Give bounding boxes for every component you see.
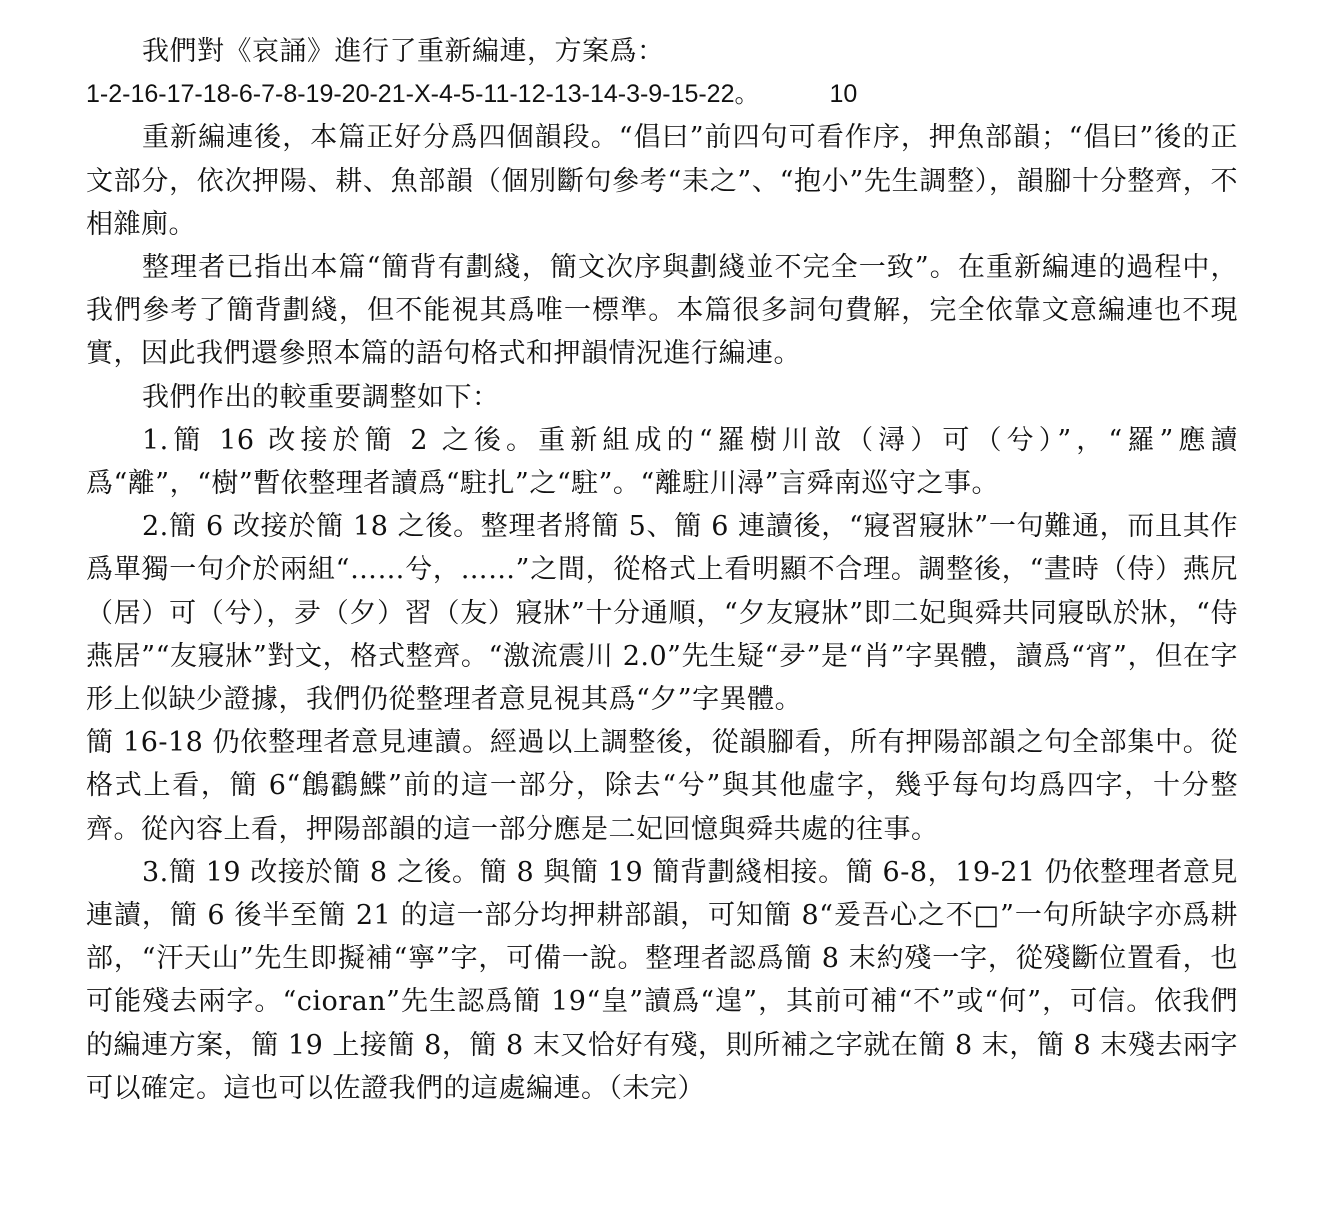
intro-paragraph: 我們對《哀誦》進行了重新編連，方案爲：	[142, 36, 665, 67]
adjustment-2-paragraph: 2.簡 6 改接於簡 18 之後。整理者將簡 5、簡 6 連讀後，“寢習寢牀”一句難通，而且其作爲單獨一句介於兩組“……兮，……”之間，從格式上看明顯不合理。調整後，“晝時（侍）燕凥（居）可（兮），夛（夕）習（友）寢牀”十分通順，“夕友寢牀”即二妃與舜共同寢臥於牀，“侍燕居”“友寢牀”對文，格式整齊。“激流震川 2.0”先生疑“夛”是“肖”字異體，讀爲“宵”，但在字形上似缺少證據，我們仍從整理者意見視其爲“夕”字異體。	[86, 511, 1238, 716]
document-page	[86, 30, 1238, 1110]
page-number: 10	[829, 80, 858, 109]
rhyme-paragraph: 重新編連後，本篇正好分爲四個韻段。“倡曰”前四句可看作序，押魚部韻；“倡曰”後的正文部分，依次押陽、耕、魚部韻（個別斷句參考“耒之”、“抱小”先生調整），韻腳十分整齊，不相雜廁。	[86, 122, 1238, 240]
sequence-text: 1-2-16-17-18-6-7-8-19-20-21-X-4-5-11-12-13-14-3-9-15-22。	[86, 80, 760, 109]
editor-note-paragraph: 整理者已指出本篇“簡背有劃綫，簡文次序與劃綫並不完全一致”。在重新編連的過程中，我們參考了簡背劃綫，但不能視其爲唯一標準。本篇很多詞句費解，完全依靠文意編連也不現實，因此我們還參照本篇的語句格式和押韻情況進行編連。	[86, 252, 1238, 370]
adjustment-2-continuation: 簡 16-18 仍依整理者意見連讀。經過以上調整後，從韻腳看，所有押陽部韻之句全部集中。從格式上看，簡 6“鶬鸖鰈”前的這一部分，除去“兮”與其他虛字，幾乎每句均爲四字，十分整齊。從內容上看，押陽部韻的這一部分應是二妃回憶與舜共處的往事。	[86, 727, 1238, 845]
adjustment-3-paragraph: 3.簡 19 改接於簡 8 之後。簡 8 與簡 19 簡背劃綫相接。簡 6-8，19-21 仍依整理者意見連讀，簡 6 後半至簡 21 的這一部分均押耕部韻，可知簡 8“爰吾心之不□”一句所缺字亦爲耕部，“汗天山”先生即擬補“寧”字，可備一說。整理者認爲簡 8 末約殘一字，從殘斷位置看，也可能殘去兩字。“cioran”先生認爲簡 19“皇”讀爲“遑”，其前可補“不”或“何”，可信。依我們的編連方案，簡 19 上接簡 8，簡 8 末又恰好有殘，則所補之字就在簡 8 末，簡 8 末殘去兩字可以確定。這也可以佐證我們的這處編連。（未完）	[86, 856, 1238, 1104]
adjustments-heading: 我們作出的較重要調整如下：	[142, 381, 500, 413]
adjustment-1-paragraph: 1.簡 16 改接於簡 2 之後。重新組成的“羅樹川敨（潯）可（兮）”，“羅”應讀爲“離”，“樹”暫依整理者讀爲“駐扎”之“駐”。“離駐川潯”言舜南巡守之事。	[86, 424, 1238, 500]
sequence-line	[86, 73, 1238, 116]
